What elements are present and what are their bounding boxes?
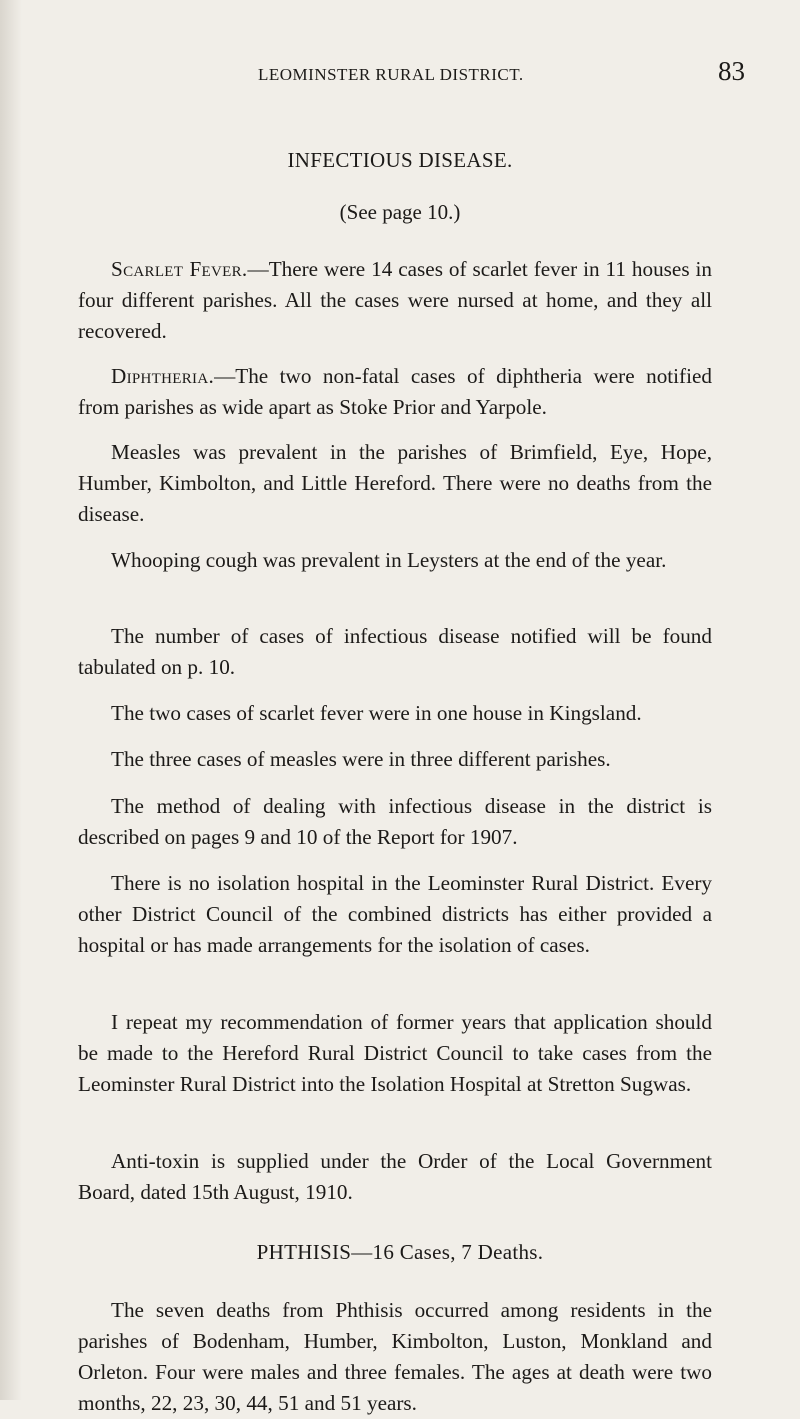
scarlet-fever-heading: Scarlet Fever. [111,257,248,281]
paragraph-antitoxin: Anti-toxin is supplied under the Order of the Local Government Board, dated 15th August, 1910. [78,1149,712,1204]
paragraph-measles-parishes: The three cases of measles were in three different parishes. [111,747,611,771]
page-number: 83 [718,56,745,86]
scarlet-fever-text: —There were 14 cases of scarlet fever in 11 houses in four different parishes. All the cases were nursed at home, and they all recovered. [78,257,712,343]
phthisis-heading: PHTHISIS—16 Cases, 7 Deaths. [256,1240,544,1264]
paragraph-recommendation: I repeat my recommendation of former years that application should be made to the Hereford Rural District Council to take cases from the Leominster Rural District into the Isolation Hospital at Stretton Sugwas. [78,1010,712,1096]
paragraph-whooping-cough: Whooping cough was prevalent in Leysters at the end of the year. [111,548,667,572]
running-header: LEOMINSTER RURAL DISTRICT. [258,65,524,84]
diphtheria-text: —The two non-fatal cases of diphtheria were notified from parishes as wide apart as Stoke Prior and Yarpole. [78,364,712,419]
paragraph-isolation: There is no isolation hospital in the Leominster Rural District. Every other District Council of the combined districts has either provided a hospital or has made arrangements for the isolation of cases. [78,871,712,957]
paragraph-scarlet-fever [78,254,712,347]
paragraph-diphtheria [78,361,712,423]
section-title: INFECTIOUS DISEASE. [287,148,513,172]
paragraph-tabulated: The number of cases of infectious disease notified will be found tabulated on p. 10. [78,624,712,679]
diphtheria-heading: Diphtheria. [111,364,215,388]
paragraph-method: The method of dealing with infectious disease in the district is described on pages 9 and 10 of the Report for 1907. [78,794,712,849]
section-subtitle: (See page 10.) [339,200,461,224]
paragraph-measles: Measles was prevalent in the parishes of Brimfield, Eye, Hope, Humber, Kimbolton, and Little Hereford. There were no deaths from the disease. [78,440,712,526]
paragraph-scarlet-kingsland: The two cases of scarlet fever were in one house in Kingsland. [111,701,642,725]
paragraph-phthisis: The seven deaths from Phthisis occurred among residents in the parishes of Bodenham, Humber, Kimbolton, Luston, Monkland and Orleton. Four were males and three females. The ages at death were two months, 22, 23, 30, 44, 51 and 51 years. [78,1298,712,1415]
